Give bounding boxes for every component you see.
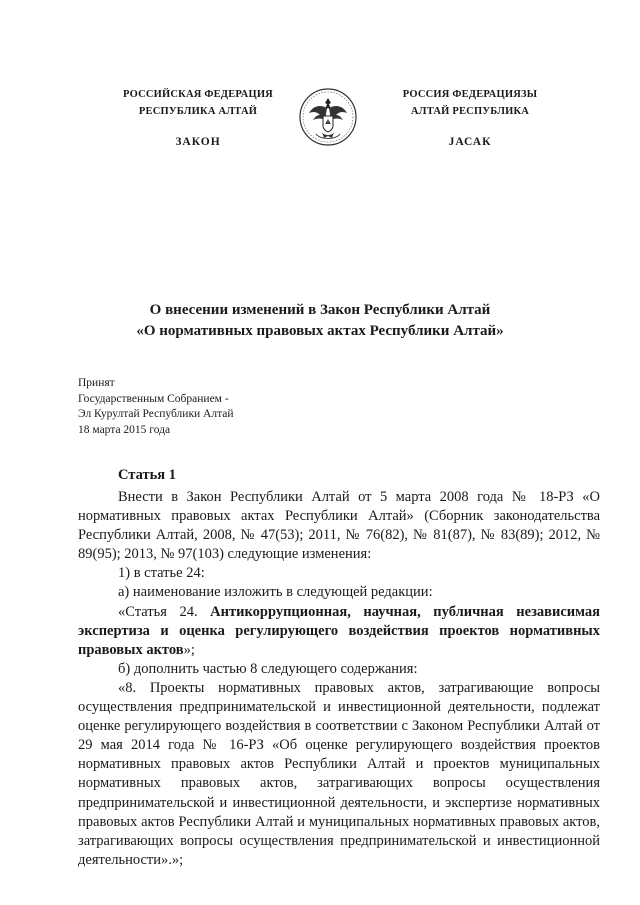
header-right-line1: РОССИЯ ФЕДЕРАЦИЯЗЫ (402, 89, 538, 100)
law-title-line2: «О нормативных правовых актах Республики Алтай» (136, 323, 504, 339)
header-right-law: JАСАК (448, 136, 492, 148)
paragraph-item-b: б) дополнить частью 8 следующего содержания: (118, 660, 418, 677)
adoption-line1: Принят (78, 377, 115, 389)
paragraph-item-a: а) наименование изложить в следующей редакции: (118, 584, 433, 601)
header-right-line2: АЛТАЙ РЕСПУБЛИКА (410, 106, 530, 117)
law-title-line1: О внесении изменений в Закон Республики Алтай (149, 302, 491, 318)
paragraph-part-8: «8. Проекты нормативных правовых актов, затрагивающие вопросы осуществления предпринимательской и инвестиционной деятельности, подлежат оценке регулирующего воздействия в соответствии с Законом Республики Алтай от 29 мая 2014 года № 16-РЗ «Об оценке регулирующего воздействия проектов нормативных правовых актов Республики Алтай и проектов муниципальных нормативных правовых актов, затрагивающих вопросы осуществления предпринимательской и инвестиционной деятельности, и экспертизе нормативных правовых актов Республики Алтай и муниципальных нормативных правовых актов, затрагивающих вопросы осуществления предпринимательской и инвестиционной деятельности».»; (78, 679, 600, 868)
paragraph-article-24-title (78, 603, 600, 660)
article-24-bold-title: Антикоррупционная, научная, публичная независимая экспертиза и оценка регулирующего воздействия проектов нормативных правовых актов (78, 603, 600, 658)
document-header (0, 86, 640, 156)
paragraph-item-1: 1) в статье 24: (118, 565, 205, 582)
coat-of-arms-icon (298, 86, 358, 148)
article-24-suffix: »; (183, 641, 195, 658)
adoption-date: 18 марта 2015 года (78, 423, 171, 436)
header-left-law: ЗАКОН (175, 136, 221, 148)
article-24-prefix: «Статья 24. (118, 603, 211, 620)
header-russian (98, 86, 298, 151)
header-left-line1: РОССИЙСКАЯ ФЕДЕРАЦИЯ (123, 89, 273, 100)
adoption-line3: Эл Курултай Республики Алтай (78, 408, 234, 420)
law-title (60, 300, 580, 342)
header-altai (370, 86, 570, 151)
article-heading: Статья 1 (118, 467, 176, 483)
article-body (78, 488, 600, 870)
paragraph-intro: Внести в Закон Республики Алтай от 5 марта 2008 года № 18-РЗ «О нормативных правовых актах Республики Алтай» (Сборник законодательства Республики Алтай, 2008, № 47(53); 2011, № 76(82), № 81(87), № 83(89); 2012, № 89(95); 2013, № 97(103) следующие изменения: (78, 489, 600, 563)
adoption-block (78, 376, 378, 438)
header-left-line2: РЕСПУБЛИКА АЛТАЙ (138, 106, 258, 117)
adoption-line2: Государственным Собранием - (78, 392, 229, 405)
